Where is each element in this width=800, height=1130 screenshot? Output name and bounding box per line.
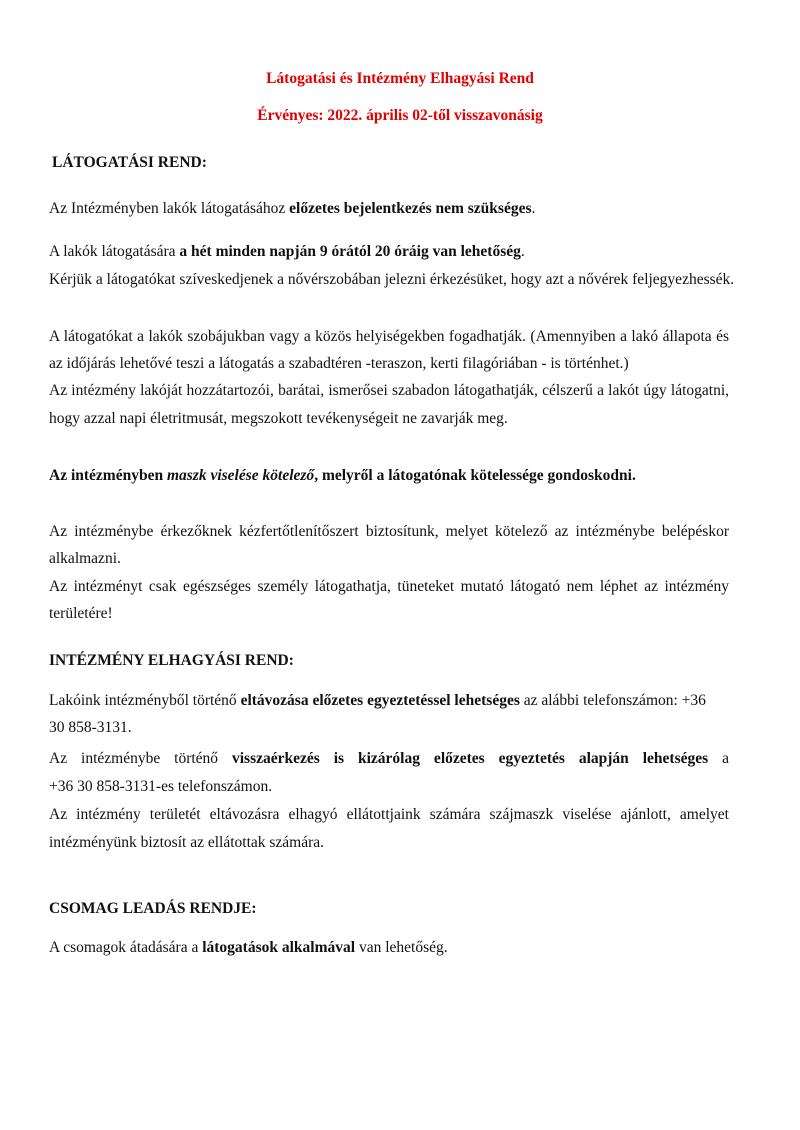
- visiting-paragraph-4-line-1: A látogatókat a lakók szobájukban vagy a közös helyiségekben fogadhatják. (Amennyiben a lakó állapota és: [49, 328, 729, 345]
- validity-line: Érvényes: 2022. április 02-től visszavonásig: [257, 107, 543, 124]
- leaving-paragraph-1-line-2: 30 858-3131.: [49, 719, 132, 736]
- leaving-paragraph-2-line-2: +36 30 858-3131-es telefonszámon.: [49, 778, 273, 795]
- visiting-paragraph-1: Az Intézményben lakók látogatásához előzetes bejelentkezés nem szükséges.: [49, 200, 536, 217]
- leaving-paragraph-3-line-1: Az intézmény területét eltávozásra elhagyó ellátottjaink számára szájmaszk viselése ajánlott, amelyet: [49, 806, 729, 823]
- visiting-paragraph-5-line-1: Az intézmény lakóját hozzátartozói, barátai, ismerősei szabadon látogathatják, célszerű a lakót úgy látogatni,: [49, 382, 729, 399]
- leaving-paragraph-3-line-2: intézményünk biztosít az ellátottak számára.: [49, 834, 325, 851]
- visiting-paragraph-5-line-2: hogy azzal napi életritmusát, megszokott tevékenységeit ne zavarják meg.: [49, 410, 508, 427]
- visiting-paragraph-4-line-2: az időjárás lehetővé teszi a látogatás a szabadtéren -teraszon, kerti filagóriában - is történhet.): [49, 355, 629, 372]
- package-paragraph-1: A csomagok átadására a látogatások alkalmával van lehetőség.: [49, 939, 448, 956]
- visiting-paragraph-3: Kérjük a látogatókat szíveskedjenek a nővérszobában jelezni érkezésüket, hogy azt a nővérek feljegyezhessék.: [49, 271, 735, 288]
- visiting-paragraph-7-line-2: területére!: [49, 605, 113, 622]
- visiting-heading: LÁTOGATÁSI REND:: [52, 154, 207, 171]
- document-title: Látogatási és Intézmény Elhagyási Rend: [266, 70, 534, 87]
- mask-notice: Az intézményben maszk viselése kötelező, melyről a látogatónak kötelessége gondoskodni.: [49, 467, 636, 484]
- package-heading: CSOMAG LEADÁS RENDJE:: [49, 900, 257, 917]
- leaving-heading: INTÉZMÉNY ELHAGYÁSI REND:: [49, 652, 294, 669]
- visiting-paragraph-7-line-1: Az intézményt csak egészséges személy látogathatja, tüneteket mutató látogató nem léphet az intézmény: [49, 578, 729, 595]
- leaving-paragraph-2-line-1: Az intézménybe történő visszaérkezés is kizárólag előzetes egyeztetés alapján lehetséges a: [49, 750, 729, 767]
- leaving-paragraph-1-line-1: Lakóink intézményből történő eltávozása előzetes egyeztetéssel lehetséges az alábbi telefonszámon: +36: [49, 692, 706, 709]
- visiting-paragraph-6-line-1: Az intézménybe érkezőknek kézfertőtlenítőszert biztosítunk, melyet kötelező az intézménybe belépéskor: [49, 523, 729, 540]
- visiting-paragraph-6-line-2: alkalmazni.: [49, 550, 121, 567]
- visiting-paragraph-2: A lakók látogatására a hét minden napján 9 órától 20 óráig van lehetőség.: [49, 243, 525, 260]
